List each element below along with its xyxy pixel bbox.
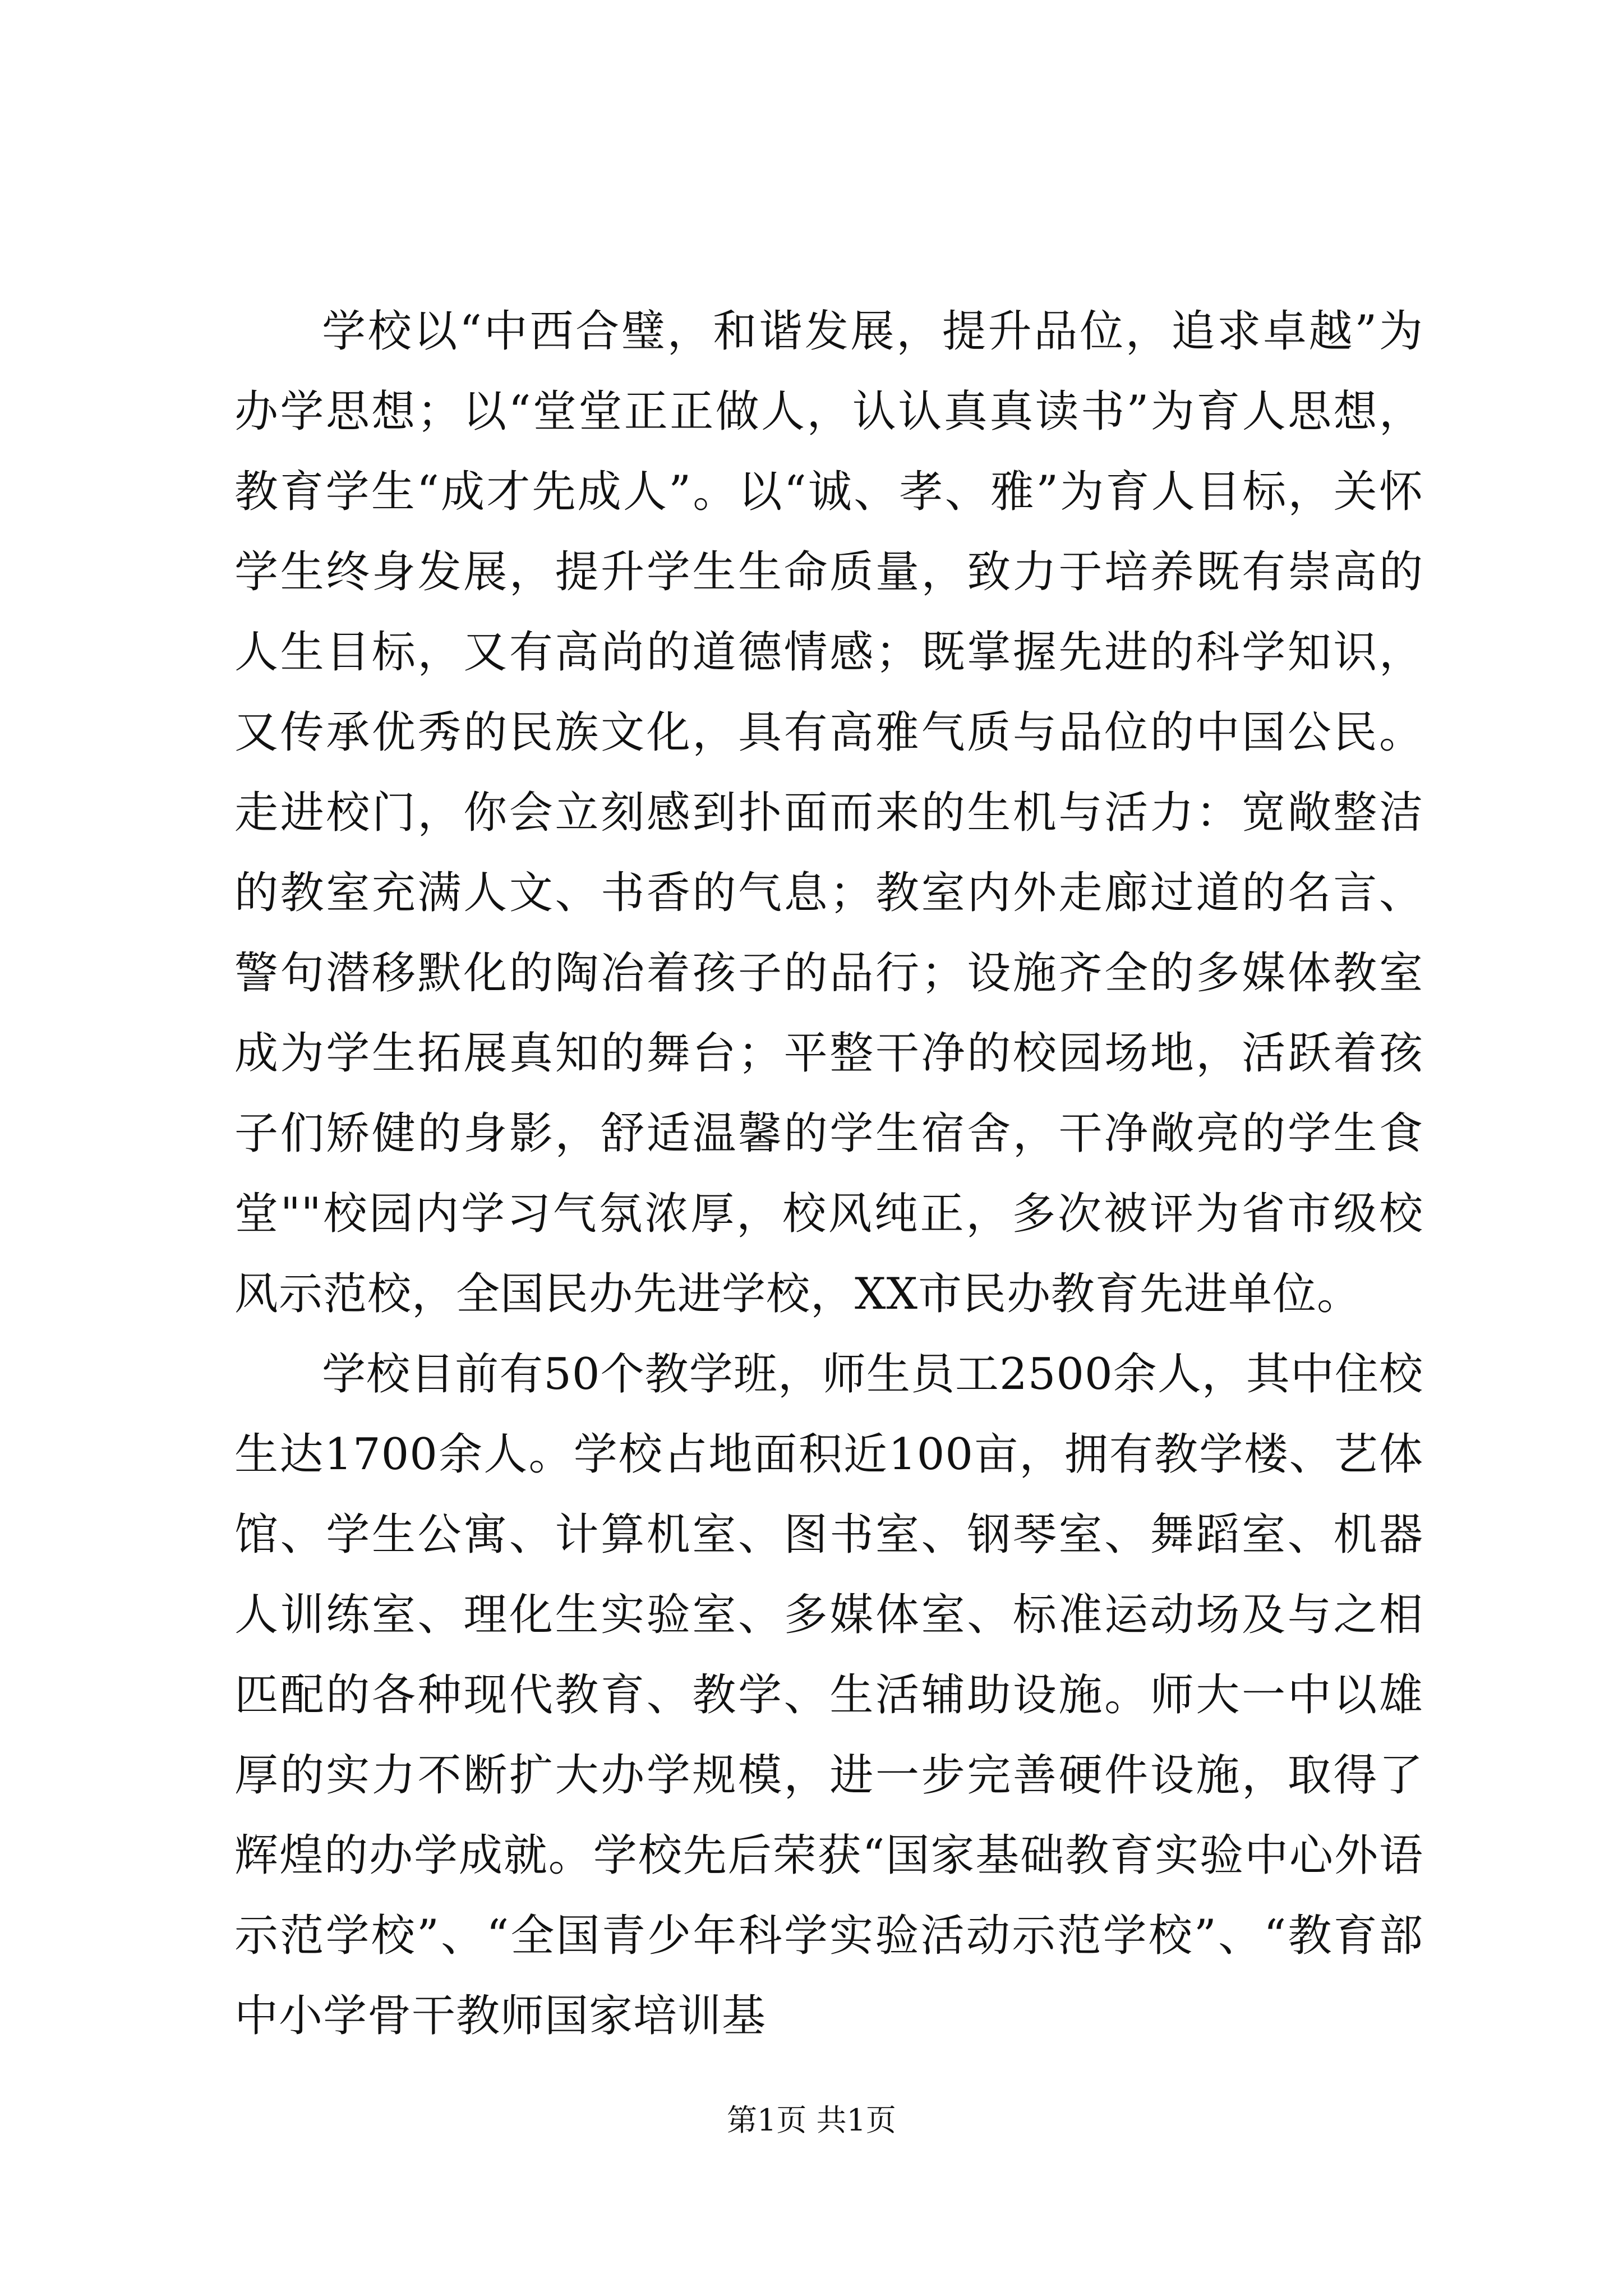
paragraph-school-philosophy: 学校以“中西合璧，和谐发展，提升品位，追求卓越”为办学思想；以“堂堂正正做人，认认真真读书”为育人思想，教育学生“成才先成人”。以“诚、孝、雅”为育人目标，关怀学生终身发展，提升学生生命质量，致力于培养既有崇高的人生目标，又有高尚的道德情感；既掌握先进的科学知识，又传承优秀的民族文化，具有高雅气质与品位的中国公民。走进校门，你会立刻感到扑面而来的生机与活力：宽敞整洁的教室充满人文、书香的气息；教室内外走廊过道的名言、警句潜移默化的陶冶着孩子的品行；设施齐全的多媒体教室成为学生拓展真知的舞台；平整干净的校园场地，活跃着孩子们矫健的身影，舒适温馨的学生宿舍，干净敞亮的学生食堂""校园内学习气氛浓厚，校风纯正，多次被评为省市级校风示范校，全国民办先进学校，XX市民办教育先进单位。 (234, 306, 1423, 1319)
page-footer: 第1页 共1页 (727, 2102, 896, 2138)
document-body (234, 292, 1423, 2056)
paragraph-school-facilities: 学校目前有50个教学班，师生员工2500余人，其中住校生达1700余人。学校占地面积近100亩，拥有教学楼、艺体馆、学生公寓、计算机室、图书室、钢琴室、舞蹈室、机器人训练室、理化生实验室、多媒体室、标准运动场及与之相匹配的各种现代教育、教学、生活辅助设施。师大一中以雄厚的实力不断扩大办学规模，进一步完善硬件设施，取得了辉煌的办学成就。学校先后荣获“国家基础教育实验中心外语示范学校”、“全国青少年科学实验活动示范学校”、“教育部中小学骨干教师国家培训基 (234, 1349, 1423, 2041)
